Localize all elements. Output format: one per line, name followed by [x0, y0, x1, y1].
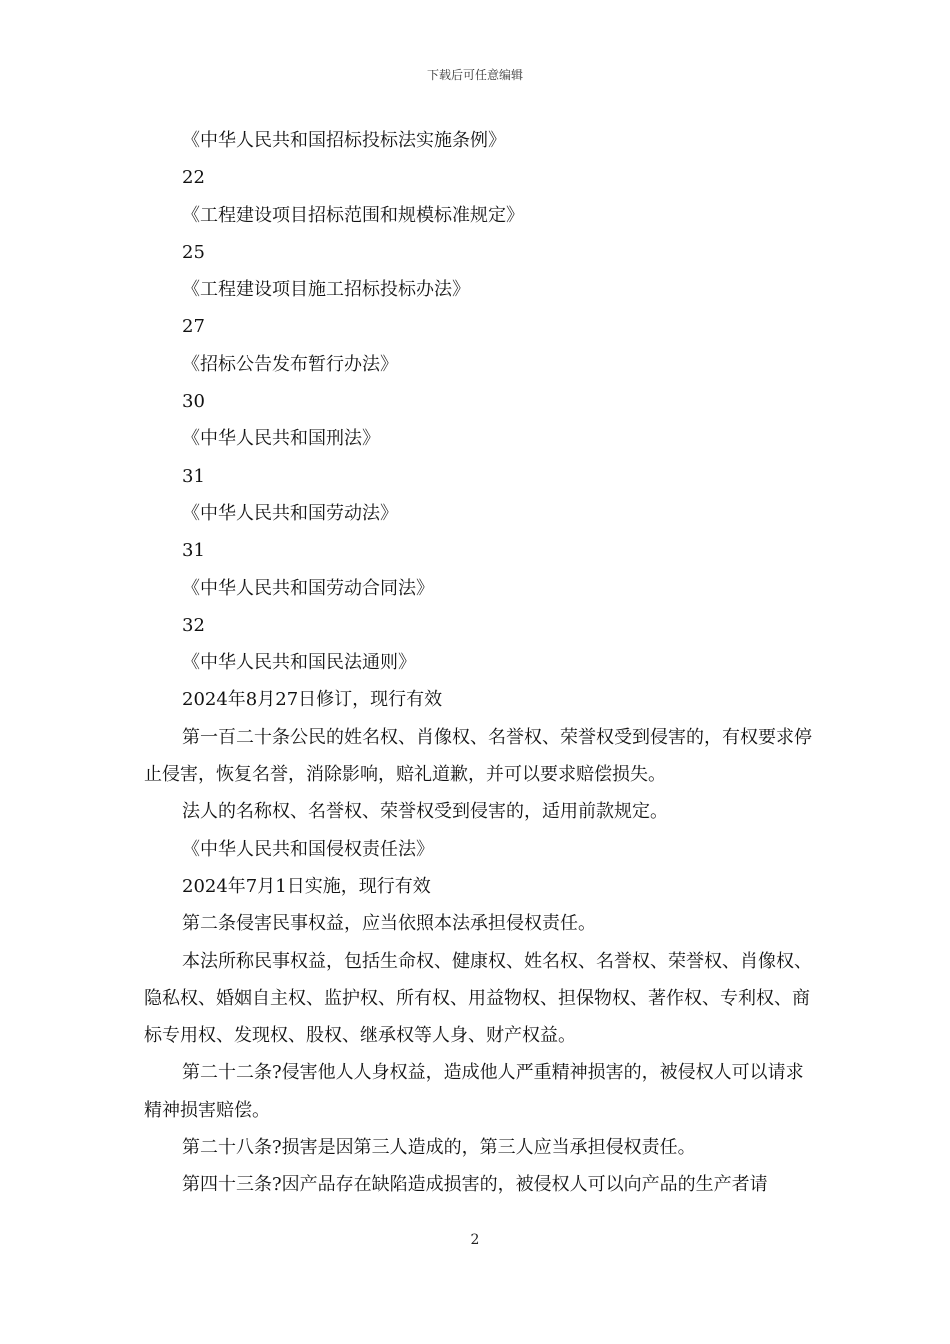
law-title: 《中华人民共和国劳动法》 — [182, 502, 398, 524]
document-body — [144, 122, 814, 1204]
law-title: 《中华人民共和国民法通则》 — [182, 652, 416, 674]
page-ref: 31 — [182, 465, 205, 487]
page-ref: 31 — [182, 540, 205, 562]
law-title: 《中华人民共和国刑法》 — [182, 428, 380, 450]
page-ref: 32 — [182, 614, 205, 636]
revision-note: 2024年8月27日修订，现行有效 — [182, 689, 443, 711]
article-paragraph: 第二十二条?侵害他人人身权益，造成他人严重精神损害的，被侵权人可以请求精神损害赔偿。 — [144, 1062, 804, 1121]
law-title: 《中华人民共和国劳动合同法》 — [182, 577, 434, 599]
page-ref: 25 — [182, 241, 205, 263]
article-paragraph: 法人的名称权、名誉权、荣誉权受到侵害的，适用前款规定。 — [182, 801, 668, 823]
law-title: 《中华人民共和国侵权责任法》 — [182, 838, 434, 860]
article-paragraph: 第一百二十条公民的姓名权、肖像权、名誉权、荣誉权受到侵害的，有权要求停止侵害，恢复名誉，消除影响，赔礼道歉，并可以要求赔偿损失。 — [144, 726, 812, 786]
page-ref: 30 — [182, 391, 205, 413]
law-title: 《工程建设项目施工招标投标办法》 — [182, 279, 470, 301]
page-header: 下载后可任意编辑 — [426, 68, 523, 82]
article-paragraph: 第四十三条?因产品存在缺陷造成损害的，被侵权人可以向产品的生产者请 — [182, 1174, 768, 1196]
page-ref: 22 — [182, 167, 205, 189]
article-paragraph: 第二条侵害民事权益，应当依照本法承担侵权责任。 — [182, 913, 596, 935]
page-ref: 27 — [182, 316, 205, 338]
law-title: 《招标公告发布暂行办法》 — [182, 353, 398, 375]
revision-note: 2024年7月1日实施，现行有效 — [182, 875, 431, 897]
law-title: 《工程建设项目招标范围和规模标准规定》 — [182, 204, 524, 226]
law-title: 《中华人民共和国招标投标法实施条例》 — [182, 130, 506, 151]
page-number: 2 — [470, 1232, 480, 1248]
article-paragraph: 本法所称民事权益，包括生命权、健康权、姓名权、名誉权、荣誉权、肖像权、隐私权、婚姻自主权、监护权、所有权、用益物权、担保物权、著作权、专利权、商标专用权、发现权、股权、继承权等人身、财产权益。 — [144, 950, 812, 1047]
article-paragraph: 第二十八条?损害是因第三人造成的，第三人应当承担侵权责任。 — [182, 1137, 696, 1159]
